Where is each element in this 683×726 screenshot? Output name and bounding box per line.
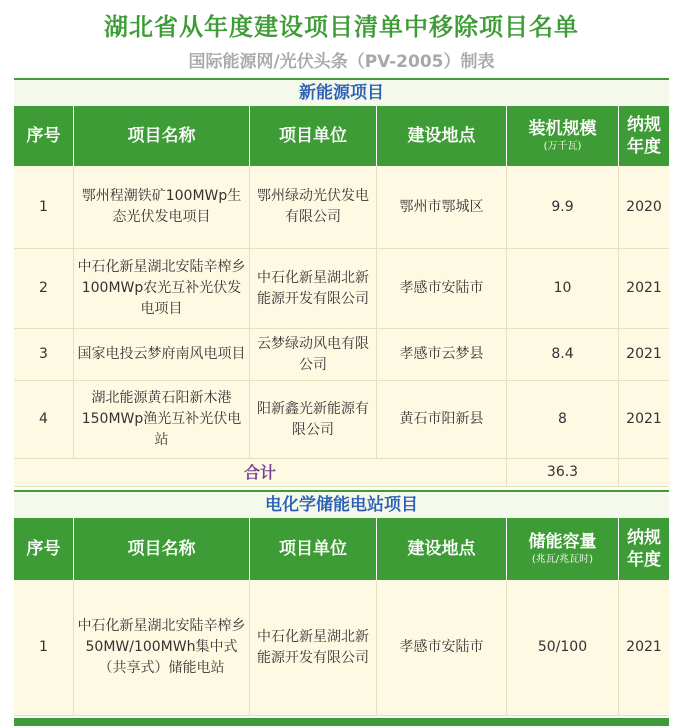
table-header-new-energy <box>14 106 669 166</box>
header-location: 建设地点 <box>377 106 507 166</box>
cell-project-unit: 阳新鑫光新能源有限公司 <box>250 381 377 458</box>
cell-no: 1 <box>14 580 74 715</box>
page-title: 湖北省从年度建设项目清单中移除项目名单 <box>104 13 579 41</box>
table-header-storage <box>14 518 669 580</box>
cell-location: 孝感市安陆市 <box>377 580 507 715</box>
bottom-bar <box>14 718 669 726</box>
cell-project-unit: 中石化新星湖北新能源开发有限公司 <box>250 249 377 328</box>
cell-no: 4 <box>14 381 74 458</box>
header-capacity <box>507 518 619 580</box>
cell-project-name: 湖北能源黄石阳新木港150MWp渔光互补光伏电站 <box>74 381 250 458</box>
cell-project-name: 鄂州程潮铁矿100MWp生态光伏发电项目 <box>74 166 250 248</box>
header-project-name: 项目名称 <box>74 518 250 580</box>
cell-capacity: 9.9 <box>507 166 619 248</box>
cell-no: 2 <box>14 249 74 328</box>
header-no: 序号 <box>14 518 74 580</box>
header-year: 纳规年度 <box>627 115 661 157</box>
cell-capacity: 10 <box>507 249 619 328</box>
table-row <box>14 329 669 381</box>
cell-capacity: 8.4 <box>507 329 619 380</box>
cell-location: 黄石市阳新县 <box>377 381 507 458</box>
cell-project-unit: 鄂州绿动光伏发电有限公司 <box>250 166 377 248</box>
cell-year: 2021 <box>626 411 662 427</box>
header-no: 序号 <box>14 106 74 166</box>
cell-project-name: 中石化新星湖北安陆辛榨乡50MW/100MWh集中式（共享式）储能电站 <box>74 580 250 715</box>
table-row <box>14 580 669 716</box>
header-capacity-label: 储能容量 <box>528 532 597 552</box>
cell-location: 孝感市云梦县 <box>377 329 507 380</box>
total-value: 36.3 <box>507 459 619 486</box>
header-project-unit: 项目单位 <box>250 106 377 166</box>
table-body-new-energy <box>14 166 669 487</box>
cell-project-name: 国家电投云梦府南风电项目 <box>74 329 250 380</box>
header-year: 纳规年度 <box>627 528 661 570</box>
cell-year: 2021 <box>626 280 662 296</box>
section-title-new-energy: 新能源项目 <box>14 78 669 106</box>
table-row <box>14 166 669 249</box>
cell-year: 2021 <box>626 346 662 362</box>
cell-year: 2021 <box>626 639 662 655</box>
header-capacity-unit: (兆瓦/兆瓦时) <box>531 554 594 565</box>
cell-no: 3 <box>14 329 74 380</box>
total-row <box>14 459 669 487</box>
total-label: 合计 <box>14 459 507 486</box>
header-project-name: 项目名称 <box>74 106 250 166</box>
header-capacity-label: 装机规模 <box>528 119 597 139</box>
cell-project-name: 中石化新星湖北安陆辛榨乡100MWp农光互补光伏发电项目 <box>74 249 250 328</box>
page-subtitle: 国际能源网/光伏头条（PV-2005）制表 <box>188 52 495 72</box>
cell-capacity: 8 <box>507 381 619 458</box>
cell-location: 鄂州市鄂城区 <box>377 166 507 248</box>
section-title-storage: 电化学储能电站项目 <box>14 490 669 518</box>
cell-no: 1 <box>14 166 74 248</box>
table-row <box>14 381 669 459</box>
table-body-storage <box>14 580 669 716</box>
total-empty <box>619 459 669 486</box>
header-capacity <box>507 106 619 166</box>
header-capacity-unit: (万千瓦) <box>543 141 582 152</box>
header-project-unit: 项目单位 <box>250 518 377 580</box>
table-row <box>14 249 669 329</box>
cell-project-unit: 云梦绿动风电有限公司 <box>250 329 377 380</box>
cell-project-unit: 中石化新星湖北新能源开发有限公司 <box>250 580 377 715</box>
header-location: 建设地点 <box>377 518 507 580</box>
cell-location: 孝感市安陆市 <box>377 249 507 328</box>
cell-year: 2020 <box>626 198 662 215</box>
cell-capacity: 50/100 <box>507 580 619 715</box>
